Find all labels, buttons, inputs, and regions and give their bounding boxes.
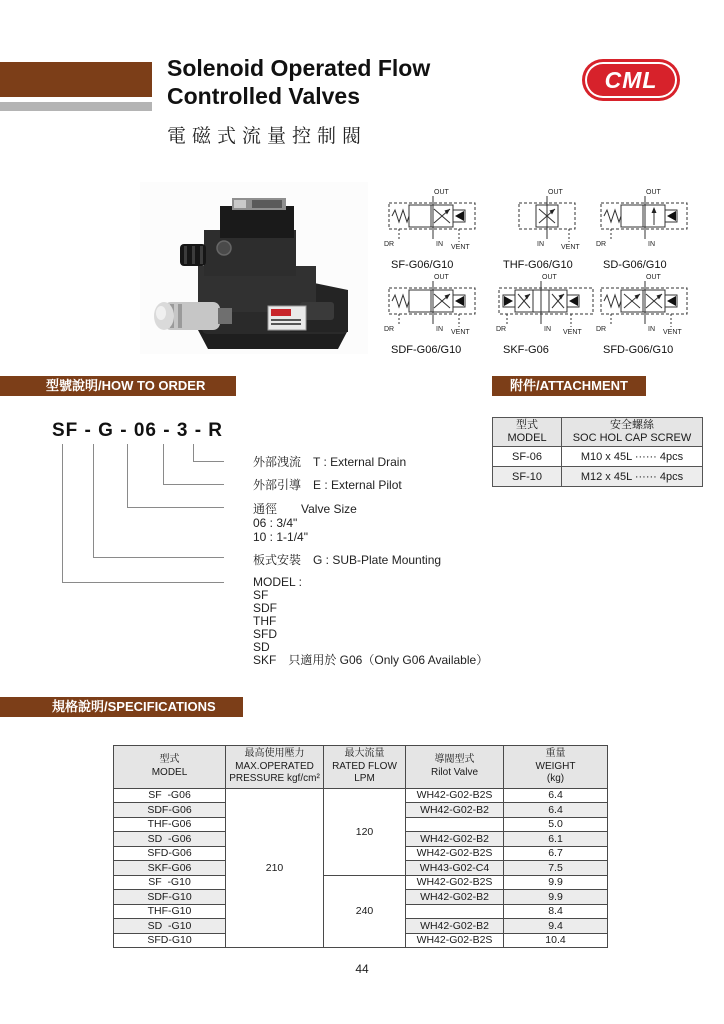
skf-valve-symbol: [495, 272, 599, 338]
valve-diagram-thf: [495, 187, 595, 272]
product-photo: [140, 182, 368, 354]
svg-text:OUT: OUT: [646, 274, 661, 281]
spec-model: SD -G06: [114, 832, 226, 847]
order-model-item: SFD: [253, 627, 277, 641]
spec-weight: 6.4: [504, 803, 608, 818]
order-model-item-skf: SKF 只適用於 G06（Only G06 Available）: [253, 653, 489, 667]
spec-column-header: 導閥型式 Rilot Valve: [406, 746, 504, 789]
spec-pilot-valve: [406, 817, 504, 832]
spec-model: SKF-G06: [114, 861, 226, 876]
spec-pilot-valve: WH42-G02-B2: [406, 919, 504, 934]
svg-text:VENT: VENT: [663, 329, 682, 336]
order-note-size-10: 10 : 1-1/4": [253, 530, 308, 544]
spec-model: SFD-G06: [114, 846, 226, 861]
attachment-screw: M10 x 45L ······ 4pcs: [562, 447, 703, 467]
svg-text:IN: IN: [544, 326, 551, 333]
diagram-caption: SF-G06/G10: [391, 259, 454, 271]
attachment-model: SF-06: [493, 447, 562, 467]
spec-model: SF -G10: [114, 875, 226, 890]
spec-weight: 10.4: [504, 933, 608, 948]
spec-weight: 6.4: [504, 788, 608, 803]
brand-logo-text: CML: [604, 66, 658, 93]
spec-model: SDF-G06: [114, 803, 226, 818]
attachment-header-screw: 安全螺絲 SOC HOL CAP SCREW: [562, 418, 703, 447]
table-row: [114, 875, 608, 890]
spec-model: SFD-G10: [114, 933, 226, 948]
spec-weight: 9.9: [504, 890, 608, 905]
model-code: SF - G - 06 - 3 - R: [52, 420, 224, 441]
valve-diagram-sfd: [595, 272, 718, 357]
spec-pilot-valve: WH43-G02-C4: [406, 861, 504, 876]
order-model-item: THF: [253, 614, 277, 628]
spec-weight: 8.4: [504, 904, 608, 919]
thf-valve-symbol: [495, 187, 599, 253]
svg-text:VENT: VENT: [451, 244, 470, 251]
page-title-line1: Solenoid Operated Flow: [167, 55, 431, 81]
svg-text:IN: IN: [436, 241, 443, 248]
svg-text:VENT: VENT: [561, 244, 580, 251]
diagram-caption: SDF-G06/G10: [391, 344, 462, 356]
order-model-label: MODEL :: [253, 575, 302, 589]
spec-column-header: 最大流量 RATED FLOW LPM: [324, 746, 406, 789]
sd-valve-symbol: [595, 187, 699, 253]
page-title-line2: Controlled Valves: [167, 83, 361, 109]
spec-column-header: 最高使用壓力 MAX.OPERATED PRESSURE kgf/cm²: [226, 746, 324, 789]
svg-text:DR: DR: [384, 241, 395, 248]
valve-diagrams: [383, 187, 718, 357]
valve-diagram-sf: [383, 187, 495, 272]
spec-pilot-valve: WH42-G02-B2: [406, 832, 504, 847]
header-brown-bar: [0, 62, 152, 97]
spec-weight: 5.0: [504, 817, 608, 832]
spec-weight: 7.5: [504, 861, 608, 876]
svg-text:OUT: OUT: [434, 274, 449, 281]
section-how-to-order: 型號說明/HOW TO ORDER: [0, 376, 236, 396]
svg-text:DR: DR: [596, 241, 607, 248]
svg-text:IN: IN: [648, 241, 655, 248]
valve-diagram-skf: [495, 272, 595, 357]
diagram-caption: SFD-G06/G10: [603, 344, 674, 356]
valve-diagram-sdf: [383, 272, 495, 357]
attachment-model: SF-10: [493, 467, 562, 487]
spec-model: SF -G06: [114, 788, 226, 803]
spec-weight: 6.1: [504, 832, 608, 847]
svg-text:OUT: OUT: [542, 274, 557, 281]
attachment-header-model: 型式 MODEL: [493, 418, 562, 447]
spec-model: THF-G10: [114, 904, 226, 919]
spec-flow: 240: [324, 875, 406, 948]
spec-pilot-valve: WH42-G02-B2S: [406, 933, 504, 948]
order-note-drain: 外部洩流 T : External Drain: [253, 455, 407, 469]
spec-model: THF-G06: [114, 817, 226, 832]
svg-text:DR: DR: [496, 326, 507, 333]
connector-line-sf: [62, 444, 224, 583]
spec-pressure: 210: [226, 788, 324, 948]
header-gray-bar: [0, 102, 152, 111]
spec-weight: 9.9: [504, 875, 608, 890]
order-note-size: 通徑 Valve Size: [253, 502, 357, 516]
spec-column-header: 型式 MODEL: [114, 746, 226, 789]
svg-text:IN: IN: [436, 326, 443, 333]
spec-pilot-valve: WH42-G02-B2S: [406, 846, 504, 861]
order-note-size-06: 06 : 3/4": [253, 516, 298, 530]
attachment-table: [492, 417, 703, 487]
svg-text:OUT: OUT: [548, 189, 563, 196]
svg-text:IN: IN: [537, 241, 544, 248]
sf-valve-symbol: [383, 187, 487, 253]
table-row: [493, 447, 703, 467]
section-specifications: 規格說明/SPECIFICATIONS: [0, 697, 243, 717]
order-note-pilot: 外部引導 E : External Pilot: [253, 478, 402, 492]
order-model-list: [253, 576, 488, 667]
sdf-valve-symbol: [383, 272, 487, 338]
specifications-table: [113, 745, 608, 948]
sfd-valve-symbol: [595, 272, 699, 338]
valve-diagram-sd: [595, 187, 718, 272]
order-model-item: SF: [253, 588, 269, 602]
order-model-item: SD: [253, 640, 270, 654]
svg-text:DR: DR: [384, 326, 395, 333]
svg-text:OUT: OUT: [434, 189, 449, 196]
spec-column-header: 重量 WEIGHT (kg): [504, 746, 608, 789]
section-attachment: 附件/ATTACHMENT: [492, 376, 646, 396]
spec-weight: 9.4: [504, 919, 608, 934]
spec-weight: 6.7: [504, 846, 608, 861]
table-row: [493, 467, 703, 487]
table-row: [114, 788, 608, 803]
svg-text:IN: IN: [648, 326, 655, 333]
diagram-caption: SD-G06/G10: [603, 259, 667, 271]
brand-logo: [585, 62, 677, 98]
spec-model: SDF-G10: [114, 890, 226, 905]
svg-text:VENT: VENT: [451, 329, 470, 336]
svg-text:VENT: VENT: [563, 329, 582, 336]
page-title: [167, 54, 430, 110]
order-model-item: SDF: [253, 601, 277, 615]
spec-pilot-valve: WH42-G02-B2S: [406, 788, 504, 803]
page-subtitle: 電磁式流量控制閥: [167, 126, 368, 147]
diagram-caption: SKF-G06: [503, 344, 549, 356]
spec-flow: 120: [324, 788, 406, 875]
order-note-mount: 板式安裝 G : SUB-Plate Mounting: [253, 553, 442, 567]
page-number: 44: [355, 962, 369, 976]
spec-pilot-valve: WH42-G02-B2: [406, 803, 504, 818]
spec-pilot-valve: WH42-G02-B2: [406, 890, 504, 905]
diagram-caption: THF-G06/G10: [503, 259, 573, 271]
spec-pilot-valve: WH42-G02-B2S: [406, 875, 504, 890]
attachment-screw: M12 x 45L ······ 4pcs: [562, 467, 703, 487]
svg-text:OUT: OUT: [646, 189, 661, 196]
spec-pilot-valve: [406, 904, 504, 919]
svg-text:DR: DR: [596, 326, 607, 333]
spec-model: SD -G10: [114, 919, 226, 934]
